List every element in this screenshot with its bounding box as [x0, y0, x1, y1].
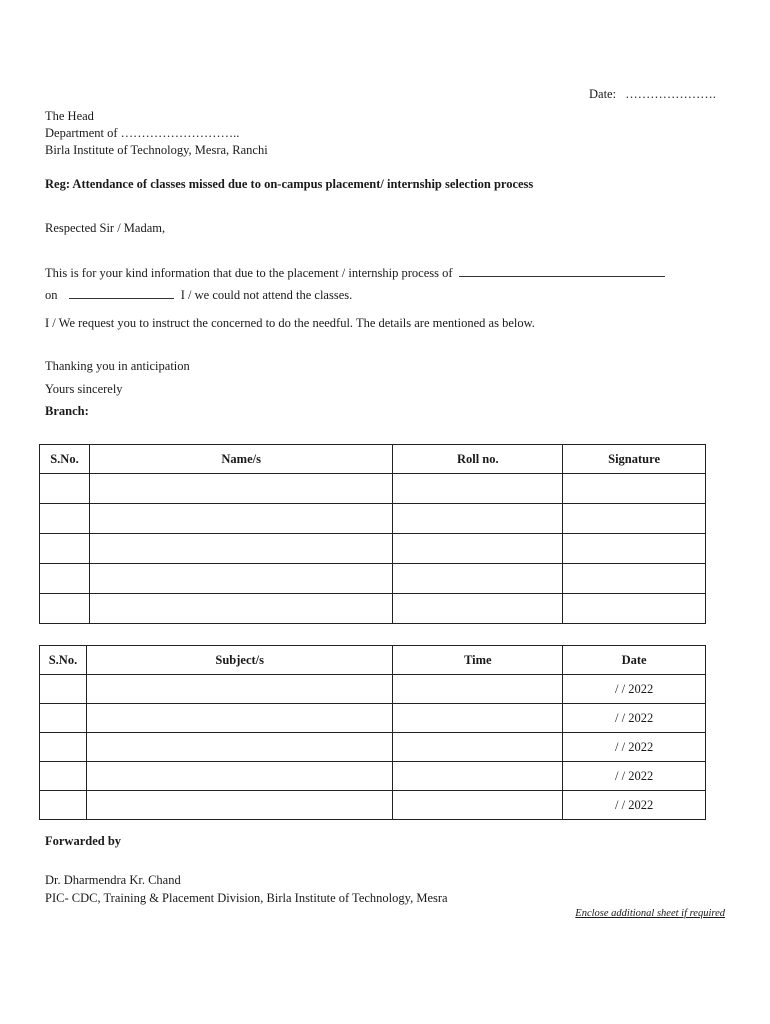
department-label: Department of: [45, 126, 118, 140]
roll-cell[interactable]: [393, 534, 563, 564]
roll-cell[interactable]: [393, 474, 563, 504]
header-subjects: Subject/s: [86, 646, 393, 675]
date-cell[interactable]: / / 2022: [563, 762, 706, 791]
date-cell[interactable]: / / 2022: [563, 704, 706, 733]
table-row: [40, 594, 706, 624]
sno-cell[interactable]: [40, 762, 87, 791]
enclose-note: Enclose additional sheet if required: [575, 908, 725, 919]
sno-cell[interactable]: [40, 504, 90, 534]
body-line-1: [45, 266, 665, 281]
date-label: Date:: [589, 87, 617, 101]
name-cell[interactable]: [89, 564, 392, 594]
body-line-2: [45, 288, 352, 303]
sno-cell[interactable]: [40, 791, 87, 820]
header-sno: S.No.: [40, 445, 90, 474]
process-blank[interactable]: [459, 266, 665, 277]
roll-cell[interactable]: [393, 594, 563, 624]
time-cell[interactable]: [393, 762, 563, 791]
date-blank: ………………….: [625, 87, 716, 101]
name-cell[interactable]: [89, 504, 392, 534]
time-cell[interactable]: [393, 791, 563, 820]
sno-cell[interactable]: [40, 474, 90, 504]
subject-cell[interactable]: [86, 704, 393, 733]
body-line-1-text: This is for your kind information that due to the placement / internship process of: [45, 266, 453, 280]
students-table: [39, 444, 706, 624]
table-row: [40, 762, 706, 791]
salutation: Respected Sir / Madam,: [45, 221, 166, 235]
time-cell[interactable]: [393, 675, 563, 704]
header-sno: S.No.: [40, 646, 87, 675]
signature-cell[interactable]: [563, 594, 706, 624]
classes-header-row: [40, 646, 706, 675]
table-row: [40, 733, 706, 762]
subject-cell[interactable]: [86, 675, 393, 704]
date-cell[interactable]: / / 2022: [563, 791, 706, 820]
header-signature: Signature: [563, 445, 706, 474]
time-cell[interactable]: [393, 733, 563, 762]
signature-cell[interactable]: [563, 474, 706, 504]
department-blank: ………………………..: [120, 126, 240, 140]
body-line-2-text: I / we could not attend the classes.: [180, 288, 353, 302]
addressee-head: The Head: [45, 109, 94, 123]
signature-cell[interactable]: [563, 504, 706, 534]
header-names: Name/s: [89, 445, 392, 474]
thanks-line: Thanking you in anticipation: [45, 359, 190, 373]
subject-cell[interactable]: [86, 762, 393, 791]
branch-label: Branch:: [45, 404, 89, 418]
header-roll: Roll no.: [393, 445, 563, 474]
sno-cell[interactable]: [40, 594, 90, 624]
signatory-designation: PIC- CDC, Training & Placement Division, Birla Institute of Technology, Mesra: [45, 891, 448, 905]
table-row: [40, 474, 706, 504]
date-cell[interactable]: / / 2022: [563, 733, 706, 762]
table-row: [40, 704, 706, 733]
yours-line: Yours sincerely: [45, 382, 123, 396]
date-cell[interactable]: / / 2022: [563, 675, 706, 704]
body-line-2-on: on: [45, 288, 58, 302]
name-cell[interactable]: [89, 594, 392, 624]
roll-cell[interactable]: [393, 564, 563, 594]
body-line-3: I / We request you to instruct the concerned to do the needful. The details are mentioned as below.: [45, 316, 535, 330]
signatory-name: Dr. Dharmendra Kr. Chand: [45, 873, 181, 887]
time-cell[interactable]: [393, 704, 563, 733]
students-header-row: [40, 445, 706, 474]
subject-line: Reg: Attendance of classes missed due to on-campus placement/ internship selection process: [45, 177, 534, 191]
classes-table: [39, 645, 706, 820]
table-row: [40, 675, 706, 704]
table-row: [40, 534, 706, 564]
sno-cell[interactable]: [40, 675, 87, 704]
sno-cell[interactable]: [40, 564, 90, 594]
date-blank-field[interactable]: [69, 288, 174, 299]
sno-cell[interactable]: [40, 704, 87, 733]
name-cell[interactable]: [89, 474, 392, 504]
table-row: [40, 791, 706, 820]
subject-cell[interactable]: [86, 733, 393, 762]
sno-cell[interactable]: [40, 534, 90, 564]
forwarded-by-label: Forwarded by: [45, 834, 122, 848]
table-row: [40, 504, 706, 534]
signature-cell[interactable]: [563, 534, 706, 564]
subject-cell[interactable]: [86, 791, 393, 820]
addressee-institute: Birla Institute of Technology, Mesra, Ranchi: [45, 143, 268, 157]
name-cell[interactable]: [89, 534, 392, 564]
table-row: [40, 564, 706, 594]
roll-cell[interactable]: [393, 504, 563, 534]
header-time: Time: [393, 646, 563, 675]
header-date: Date: [563, 646, 706, 675]
sno-cell[interactable]: [40, 733, 87, 762]
date-line: [589, 87, 716, 102]
signature-cell[interactable]: [563, 564, 706, 594]
addressee-department: [45, 126, 239, 141]
